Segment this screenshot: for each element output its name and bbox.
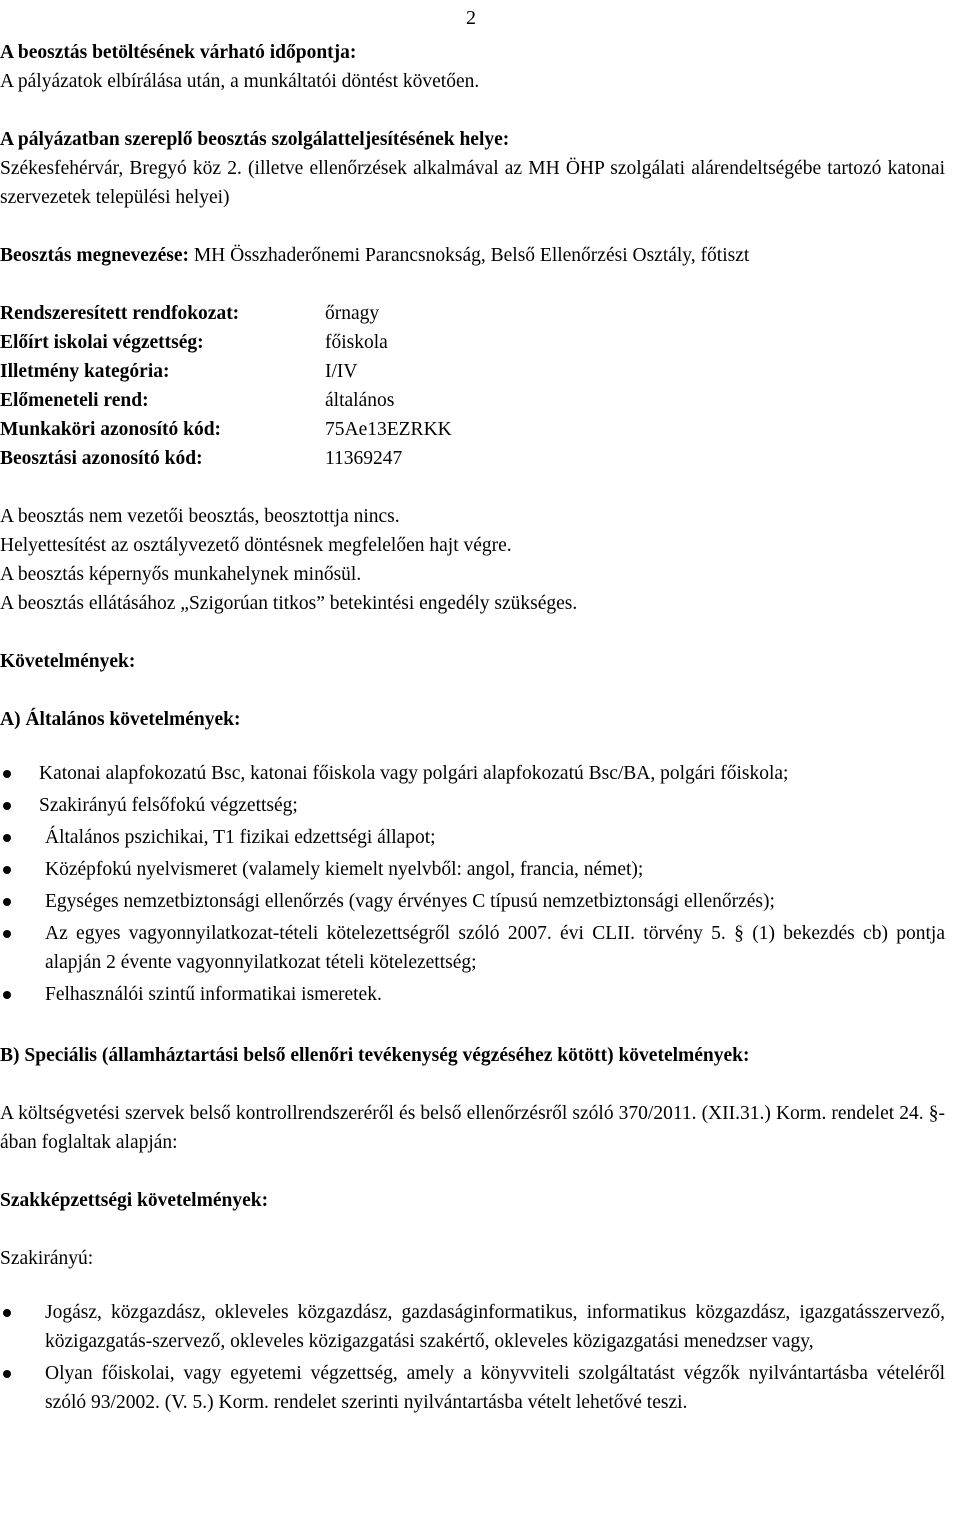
professional-subheading: Szakirányú: xyxy=(0,1248,94,1269)
list-item: Felhasználói szintű informatikai ismeretek. xyxy=(0,980,945,1009)
detail-label: Előmeneteli rend: xyxy=(0,390,149,411)
detail-value: 11369247 xyxy=(325,448,403,469)
start-heading: A beosztás betöltésének várható időpontja: xyxy=(0,42,357,63)
details-table xyxy=(0,299,945,473)
detail-value: I/IV xyxy=(325,361,358,382)
position-value: MH Összhaderőnemi Parancsnokság, Belső Ellenőrzési Osztály, főtiszt xyxy=(193,245,750,266)
list-item: Olyan főiskolai, vagy egyetemi végzettség, amely a könyvviteli szolgáltatást végzők nyilvántartásba vételéről szóló 93/2002. (V. 5.) Korm. rendelet szerinti nyilvántartásba vételt lehetővé teszi. xyxy=(0,1359,945,1417)
professional-requirements-heading: Szakképzettségi követelmények: xyxy=(0,1190,269,1211)
list-item: Katonai alapfokozatú Bsc, katonai főiskola vagy polgári alapfokozatú Bsc/BA, polgári főiskola; xyxy=(0,759,945,788)
position-line xyxy=(0,241,945,270)
requirements-heading: Követelmények: xyxy=(0,651,136,672)
list-item: Egységes nemzetbiztonsági ellenőrzés (vagy érvényes C típusú nemzetbiztonsági ellenőrzés); xyxy=(0,887,945,916)
start-text: A pályázatok elbírálása után, a munkáltatói döntést követően. xyxy=(0,71,480,92)
note: A beosztás nem vezetői beosztás, beosztottja nincs. xyxy=(0,506,400,527)
document-body xyxy=(0,38,945,1420)
list-item: Középfokú nyelvismeret (valamely kiemelt nyelvből: angol, francia, német); xyxy=(0,855,945,884)
location-heading: A pályázatban szereplő beosztás szolgálatteljesítésének helye: xyxy=(0,129,510,150)
note: A beosztás ellátásához „Szigorúan titkos” betekintési engedély szükséges. xyxy=(0,593,578,614)
general-requirements-list xyxy=(0,759,945,1009)
detail-value: főiskola xyxy=(325,332,388,353)
page-number: 2 xyxy=(466,7,476,29)
detail-label: Illetmény kategória: xyxy=(0,361,170,382)
note: A beosztás képernyős munkahelynek minősül. xyxy=(0,564,362,585)
special-requirements-heading: B) Speciális (államháztartási belső ellenőri tevékenység végzéséhez kötött) követelmények: xyxy=(0,1045,750,1066)
special-requirements-text: A költségvetési szervek belső kontrollrendszeréről és belső ellenőrzésről szóló 370/2011. (XII.31.) Korm. rendelet 24. §-ában foglaltak alapján: xyxy=(0,1103,945,1153)
list-item: Általános pszichikai, T1 fizikai edzettségi állapot; xyxy=(0,823,945,852)
detail-value: őrnagy xyxy=(325,303,380,324)
position-label: Beosztás megnevezése: xyxy=(0,245,189,266)
detail-value: 75Ae13EZRKK xyxy=(325,419,452,440)
general-requirements-heading: A) Általános követelmények: xyxy=(0,709,241,730)
detail-label: Rendszeresített rendfokozat: xyxy=(0,303,240,324)
list-item: Jogász, közgazdász, okleveles közgazdász, gazdaságinformatikus, informatikus közgazdász, igazgatásszervező, közigazgatás-szervező, okleveles közigazgatási szakértő, okleveles közigazgatási menedzser vagy, xyxy=(0,1298,945,1356)
detail-label: Beosztási azonosító kód: xyxy=(0,448,203,469)
detail-value: általános xyxy=(325,390,395,411)
detail-label: Előírt iskolai végzettség: xyxy=(0,332,204,353)
detail-label: Munkaköri azonosító kód: xyxy=(0,419,222,440)
location-text: Székesfehérvár, Bregyó köz 2. (illetve ellenőrzések alkalmával az MH ÖHP szolgálati alárendeltségébe tartozó katonai szervezetek települési helyei) xyxy=(0,158,945,208)
list-item: Az egyes vagyonnyilatkozat-tételi kötelezettségről szóló 2007. évi CLII. törvény 5. § (1) bekezdés cb) pontja alapján 2 évente vagyonnyilatkozat tételi kötelezettség; xyxy=(0,919,945,977)
note: Helyettesítést az osztályvezető döntésnek megfelelően hajt végre. xyxy=(0,535,512,556)
professional-requirements-list xyxy=(0,1298,945,1417)
list-item: Szakirányú felsőfokú végzettség; xyxy=(0,791,945,820)
